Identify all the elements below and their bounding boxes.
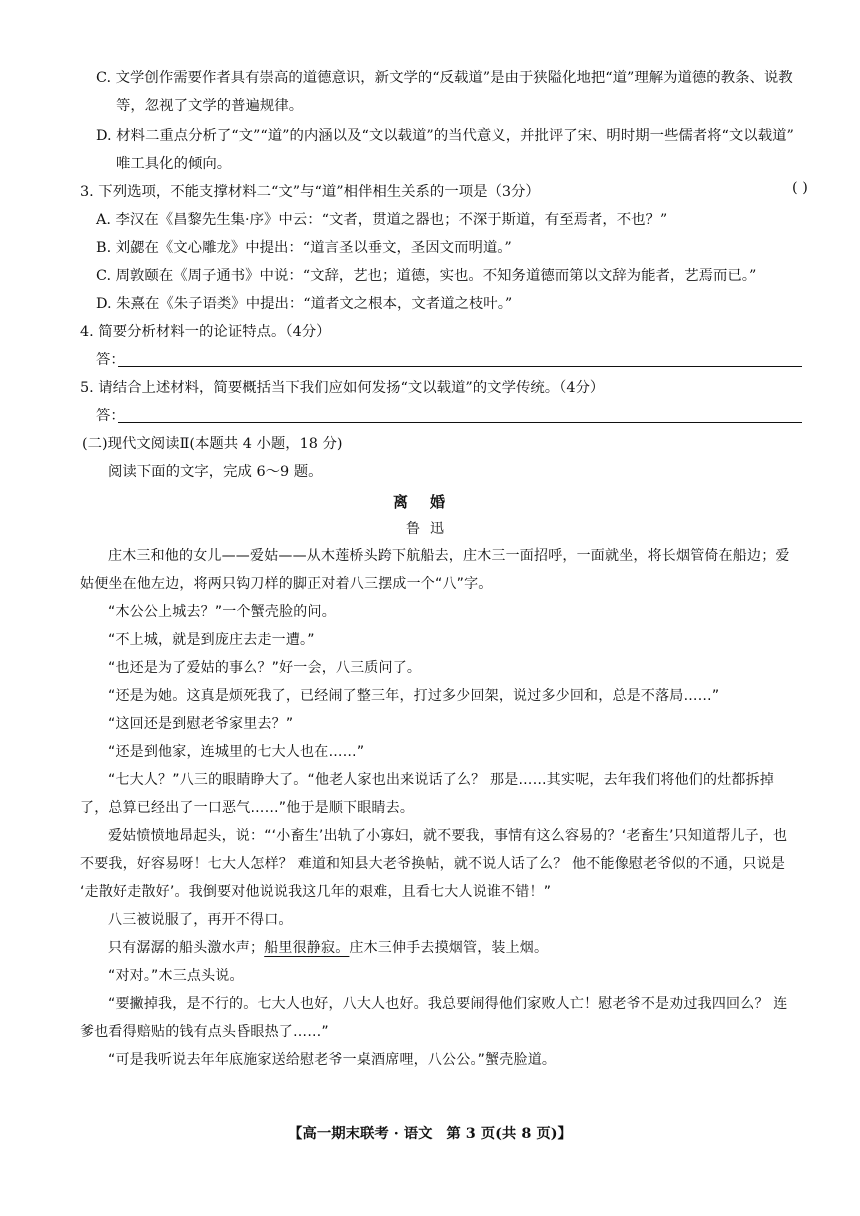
paragraph-8-line1: “七大人？”八三的眼睛睁大了。“他老人家也出来说话了么？ 那是……其实呢，去年我们将他们的灶都拆掉: [108, 772, 775, 788]
paragraph-9-line3: ‘走散好走散好’。我倒要对他说说我这几年的艰难，且看七大人说谁不错！”: [80, 884, 552, 900]
option-d-line1: D. 材料二重点分析了“文”“道”的内涵以及“文以载道”的当代意义，并批评了宋、明时期一些儒者将“文以载道”: [96, 128, 794, 144]
paragraph-1-line2: 姑便坐在他左边，将两只钩刀样的脚正对着八三摆成一个“八”字。: [80, 576, 493, 592]
question-3-stem: 3. 下列选项，不能支撑材料二“文”与“道”相伴相生关系的一项是（3分）: [80, 184, 540, 200]
paragraph-11-part-c: 庄木三伸手去摸烟管，装上烟。: [349, 940, 549, 956]
story-title: 离婚: [392, 493, 467, 511]
paragraph-5: “还是为她。这真是烦死我了，已经闹了整三年，打过多少回架，说过多少回和，总是不落局……”: [108, 688, 720, 704]
paragraph-9-line1: 爱姑愤愤地昂起头，说：“‘小畜生’出轨了小寡妇，就不要我，事情有这么容易的？‘老畜生’只知道帮儿子，也: [108, 828, 788, 844]
option-c-line1: C. 文学创作需要作者具有崇高的道德意识，新文学的“反载道”是由于狭隘化地把“道”理解为道德的教条、说教: [96, 70, 793, 86]
paragraph-10: 八三被说服了，再开不得口。: [108, 912, 293, 928]
paragraph-11-part-a: 只有潺潺的船头激水声；: [108, 940, 265, 956]
footer-page-number: 第 3 页(共 8 页)】: [446, 1125, 572, 1142]
footer-exam-label: 【高一期末联考 · 语文: [288, 1125, 433, 1142]
section-heading: (二)现代文阅读Ⅱ(本题共 4 小题，18 分): [82, 436, 343, 452]
page-footer: [0, 1122, 860, 1143]
paragraph-11: [108, 938, 548, 958]
paragraph-14: “可是我听说去年年底施家送给慰老爷一桌酒席哩，八公公。”蟹壳脸道。: [108, 1052, 557, 1068]
question-5-stem: 5. 请结合上述材料，简要概括当下我们应如何发扬“文以载道”的文学传统。（4分）: [80, 380, 605, 396]
story-author: 鲁迅: [406, 521, 454, 537]
option-d-line2: 唯工具化的倾向。: [116, 156, 232, 172]
paragraph-2: “木公公上城去？”一个蟹壳脸的问。: [108, 604, 336, 620]
paragraph-12: “对对。”木三点头说。: [108, 968, 244, 984]
paragraph-8-line2: 了，总算已经出了一口恶气……”他于是顺下眼睛去。: [80, 800, 415, 816]
question-5-answer-line[interactable]: [118, 422, 802, 423]
section-instruction: 阅读下面的文字，完成 6～9 题。: [108, 464, 323, 480]
underlined-sentence: 船里很静寂。: [264, 940, 350, 956]
q3-option-c: C. 周敦颐在《周子通书》中说：“文辞，艺也；道德，实也。不知务道德而第以文辞为能者，艺焉而已。”: [96, 268, 757, 284]
paragraph-3: “不上城，就是到庞庄去走一遭。”: [108, 632, 315, 648]
question-4-stem: 4. 简要分析材料一的论证特点。（4分）: [80, 324, 331, 340]
q3-option-d: D. 朱熹在《朱子语类》中提出：“道者文之根本，文者道之枝叶。”: [96, 296, 513, 312]
question-4-answer-line[interactable]: [118, 366, 802, 367]
answer-bracket[interactable]: ( ): [792, 180, 808, 196]
paragraph-13-line1: “要撇掉我，是不行的。七大人也好，八大人也好。我总要闹得他们家败人亡！慰老爷不是劝过我四回么？ 连: [108, 996, 788, 1012]
paragraph-9-line2: 不要我，好容易呀！七大人怎样？ 难道和知县大老爷换帖，就不说人话了么？ 他不能像慰老爷似的不通，只说是: [80, 856, 786, 872]
question-4-answer-label: 答：: [96, 352, 125, 368]
paragraph-7: “还是到他家，连城里的七大人也在……”: [108, 744, 365, 760]
paragraph-13-line2: 爹也看得赔贴的钱有点头昏眼热了……”: [80, 1024, 329, 1040]
paragraph-4: “也还是为了爱姑的事么？”好一会，八三质问了。: [108, 660, 422, 676]
question-5-answer-label: 答：: [96, 408, 125, 424]
q3-option-a: A. 李汉在《昌黎先生集·序》中云：“文者，贯道之器也；不深于斯道，有至焉者，不也？”: [96, 212, 668, 228]
paragraph-6: “这回还是到慰老爷家里去？”: [108, 716, 294, 732]
option-c-line2: 等，忽视了文学的普遍规律。: [116, 98, 304, 114]
q3-option-b: B. 刘勰在《文心雕龙》中提出：“道言圣以垂文，圣因文而明道。”: [96, 240, 512, 256]
paragraph-1-line1: 庄木三和他的女儿——爱姑——从木莲桥头跨下航船去，庄木三一面招呼，一面就坐，将长烟管倚在船边；爱: [108, 548, 790, 564]
